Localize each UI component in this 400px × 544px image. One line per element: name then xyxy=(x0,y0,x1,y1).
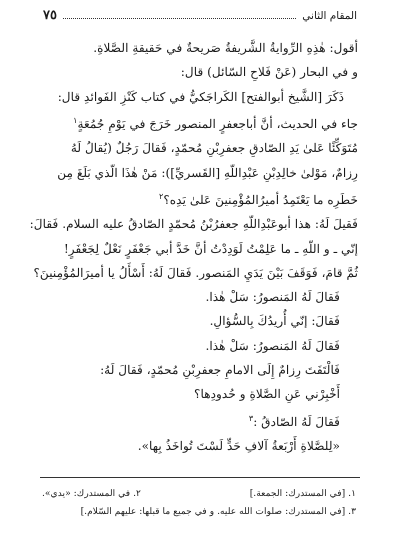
text-line: أَخْبِرْني عَنِ الصَّلاةِ و حُدودِها؟ xyxy=(194,387,340,402)
text-line: فَقالَ: إنّي أُريدُكَ بِالسُّؤالِ. xyxy=(209,314,340,329)
footnote-ref-2: ٢ xyxy=(159,191,164,201)
text-line: رِزامٌ، مَوْلىٰ خالِدِبْنِ عَبْدِاللّهِ [القَسريِّ]): مَنْ هٰذَا الّذي بَلَغَ مِن xyxy=(57,165,358,180)
text-line: ذَكَرَ [الشَّيخ أبوالفتح] الكَراجَكيُّ في كتاب كَنْزِ الفَوائدِ قال: xyxy=(57,89,344,104)
footnotes xyxy=(42,485,356,521)
text-line: جاء في الحديث، أنَّ أباجعفرٍ المنصور خَرَجَ في يَوْمِ جُمُعَةٍ$^١$ xyxy=(73,115,358,131)
text-line: «لِلصَّلاةِ أَرْبَعةُ آلافِ حَدٍّ لَسْتَ تُواخَذُ بِها». xyxy=(137,438,340,453)
text-line: فَالْتَفَتَ رِزامٌ إِلَى الامامِ جعفرِبْنِ مُحمّدٍ، فَقالَ لَهُ: xyxy=(100,362,340,377)
footnote-row xyxy=(42,485,356,503)
header-dotted-leader xyxy=(63,9,296,19)
page-number: ٧٥ xyxy=(43,8,57,23)
running-header xyxy=(43,8,357,26)
text-line: إنّي ـ و اللّهِ ـ ما عَلِمْتُ لَوَدِدْتُ أنَّ خَدَّ أبي جَعْفَرٍ نَعْلٌ لِجَعْفَرٍ! xyxy=(63,241,358,256)
footnote-row xyxy=(42,503,356,521)
main-text xyxy=(29,36,358,458)
text-line: و في البحار (عَنْ فَلاحِ السّائل) قال: xyxy=(180,65,358,80)
footnote-ref-1: ١ xyxy=(73,115,78,125)
text-line: مُتَوَكِّئًا عَلىٰ يَدِ الصّادقِ جعفرِبْنِ مُحمّدٍ، فَقالَ رَجُلٌ (يُقالُ لَهُ xyxy=(70,141,358,156)
text-line: فَقالَ لَهُ المَنصورُ: سَلْ هٰذا. xyxy=(205,338,340,353)
footnote-ref-3: ٣ xyxy=(248,413,254,423)
text-line: فَقالَ لَهُ الصّادقُ :$^٣$ xyxy=(248,413,340,429)
text-line: خَطَرِه ما يَعْتَمِدُ أميرُالمُؤْمِنينَ عَلىٰ يَدِه؟$^٢$ xyxy=(159,191,358,207)
running-title: المقام الثاني xyxy=(302,10,357,22)
text-line: أقول: هٰذِهِ الرِّوايةُ الشَّريفةُ صَريحةٌ في حَقيقةِ الصَّلاةِ. xyxy=(93,41,358,55)
text-line: فَقالَ لَهُ المَنصورُ: سَلْ هٰذا. xyxy=(205,290,340,305)
footnote-3: ٣. [في المستدرك: صلوات الله عليه. و في جميع ما قبلها: عليهم السّلام.] xyxy=(80,506,356,517)
footnote-divider xyxy=(40,477,360,478)
footnote-2: ٢. في المستدرك: «يدي». xyxy=(42,488,141,499)
text-line: ثُمَّ قامَ، فَوَقَفَ بَيْنَ يَدَيِ المَنصور. فَقالَ لَهُ: أَسْأَلُ يا أميرَالمُؤْمِنينَ؟ xyxy=(33,265,358,280)
footnote-1: ١. [في المستدرك: الجمعة.] xyxy=(249,488,356,499)
text-line: فَقيلَ لَهُ: هذا أبوعَبْدِاللّهِ جعفرُبْنُ مُحمّدٍ الصّادقُ عليه السلام. فَقالَ: xyxy=(29,217,358,232)
